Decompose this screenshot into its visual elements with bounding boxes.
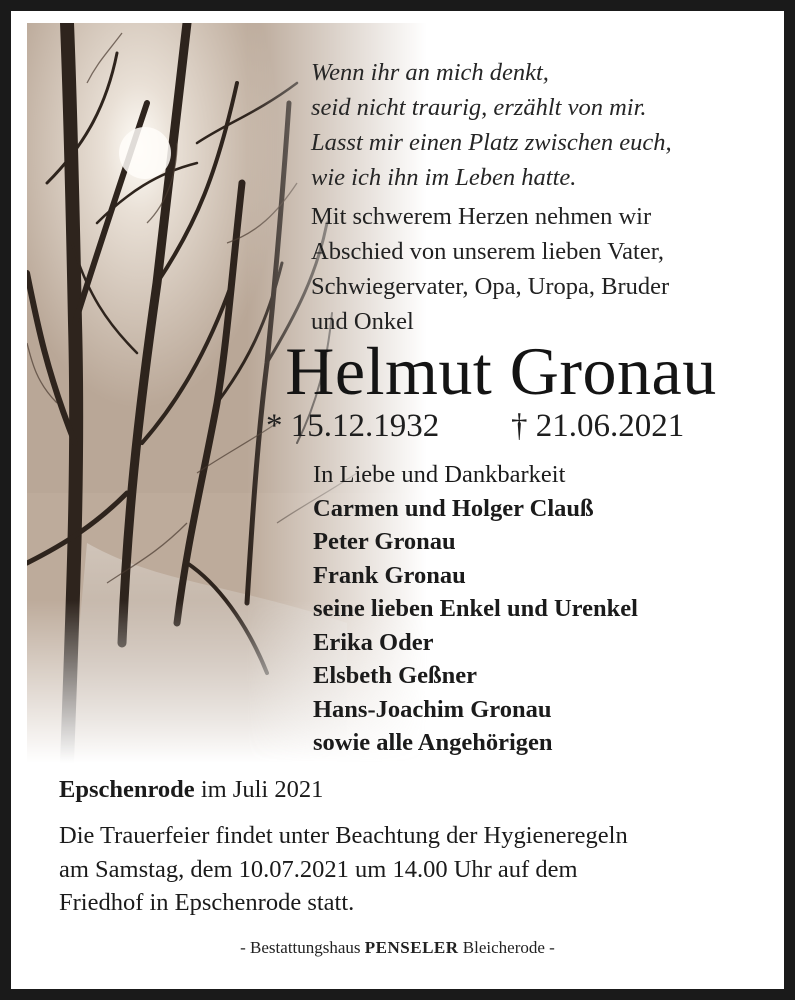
deceased-name: Helmut Gronau (285, 333, 717, 409)
poem-line: seid nicht traurig, erzählt von mir. (311, 94, 647, 121)
intro-line: Schwiegervater, Opa, Uropa, Bruder (311, 273, 670, 300)
funeral-home-name: PENSELER (364, 938, 459, 957)
mourner-name: Carmen und Holger Clauß (313, 494, 594, 522)
mourner-name: Elsbeth Geßner (313, 662, 478, 689)
funeral-notice (59, 819, 779, 920)
place-date-line (59, 773, 323, 806)
poem-line: Lasst mir einen Platz zwischen euch, (311, 129, 672, 156)
intro-line: Abschied von unserem lieben Vater, (311, 238, 665, 265)
poem-line: Wenn ihr an mich denkt, (311, 59, 549, 86)
poem-line: wie ich ihn im Leben hatte. (311, 164, 577, 191)
mourner-name: Erika Oder (313, 628, 434, 656)
place-town: Epschenrode (59, 776, 195, 803)
death-date: † 21.06.2021 (511, 408, 685, 444)
mourners-lead: In Liebe und Dankbarkeit (313, 461, 566, 488)
place-date: im Juli 2021 (194, 776, 324, 803)
footer-suffix: Bleicherode - (458, 938, 555, 957)
intro-line: Mit schwerem Herzen nehmen wir (311, 203, 652, 230)
mourner-name: Hans-Joachim Gronau (313, 695, 552, 723)
funeral-line: Friedhof in Epschenrode statt. (59, 889, 355, 916)
intro-line: und Onkel (311, 308, 414, 335)
mourner-name: Peter Gronau (313, 528, 456, 555)
intro-text (311, 199, 771, 339)
obituary-card (11, 11, 784, 989)
funeral-line: am Samstag, dem 10.07.2021 um 14.00 Uhr auf dem (59, 855, 578, 883)
birth-date: * 15.12.1932 (266, 408, 440, 444)
mourner-name: Frank Gronau (313, 561, 466, 589)
footer-prefix: - Bestattungshaus (240, 938, 365, 957)
funeral-home-footer (11, 937, 784, 959)
mourner-name: sowie alle Angehörigen (313, 729, 553, 756)
mourners-list (313, 458, 773, 760)
mourner-name: seine lieben Enkel und Urenkel (313, 595, 638, 622)
funeral-line: Die Trauerfeier findet unter Beachtung der Hygieneregeln (59, 822, 628, 849)
poem (311, 55, 761, 195)
